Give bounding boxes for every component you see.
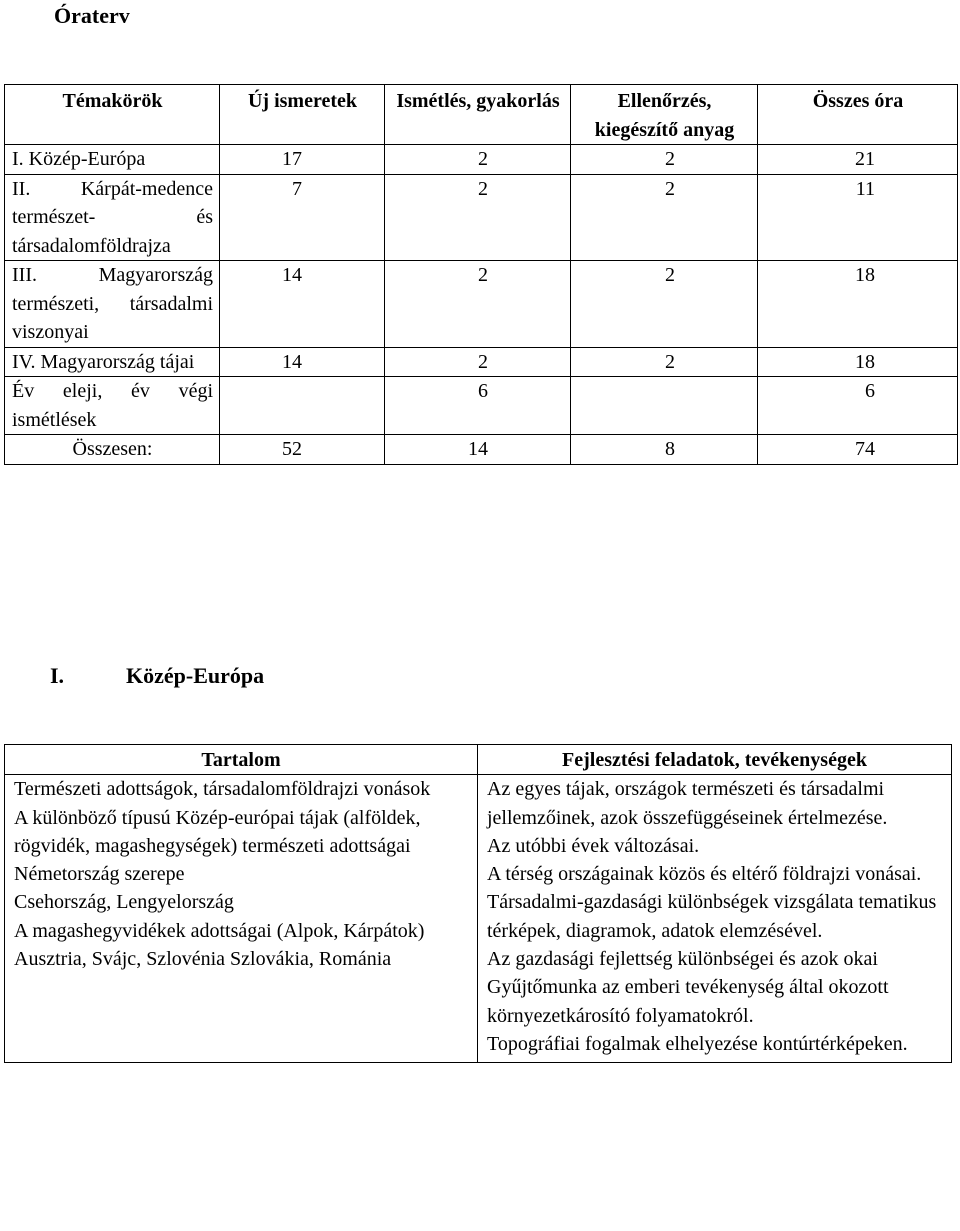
header-tasks: Fejlesztési feladatok, tevékenységek xyxy=(478,745,952,775)
new-cell: 7 xyxy=(220,174,385,261)
content-item: Természeti adottságok, társadalomföldrajzi vonások xyxy=(14,778,431,801)
check-cell: 2 xyxy=(571,174,758,261)
new-cell xyxy=(220,377,385,435)
content-body-row xyxy=(5,775,952,1063)
table-row xyxy=(5,145,958,175)
new-cell: 14 xyxy=(220,261,385,348)
new-cell: 17 xyxy=(220,145,385,175)
header-total: Összes óra xyxy=(758,85,958,145)
content-table xyxy=(4,744,952,1063)
section-title: Közép-Európa xyxy=(126,663,265,688)
topic-cell: II. Kárpát-medence természet- és társadalomföldrajza xyxy=(5,174,220,261)
total-cell: 18 xyxy=(758,347,958,377)
header-practice: Ismétlés, gyakorlás xyxy=(385,85,571,145)
page-title: Óraterv xyxy=(54,3,130,28)
total-cell: 18 xyxy=(758,261,958,348)
content-cell xyxy=(5,775,478,1063)
topic-cell: III. Magyarország természeti, társadalmi viszonyai xyxy=(5,261,220,348)
practice-cell: 2 xyxy=(385,174,571,261)
table-row xyxy=(5,347,958,377)
section-number: I. xyxy=(50,663,65,688)
task-item: Az gazdasági fejlettség különbségei és azok okai xyxy=(487,948,878,971)
total-cell: 11 xyxy=(758,174,958,261)
content-item: A magashegyvidékek adottságai (Alpok, Kárpátok) xyxy=(14,919,425,942)
topic-cell: IV. Magyarország tájai xyxy=(5,347,220,377)
sum-label: Összesen: xyxy=(5,435,220,465)
total-cell: 6 xyxy=(758,377,958,435)
check-cell: 2 xyxy=(571,347,758,377)
topic-cell: Év eleji, év végi ismétlések xyxy=(5,377,220,435)
section-heading xyxy=(50,662,264,690)
tasks-cell xyxy=(478,775,952,1063)
content-item: A különböző típusú Közép-európai tájak (alföldek, rögvidék, magashegységek) természeti adottságai xyxy=(14,806,421,857)
hours-header-row xyxy=(5,85,958,145)
sum-practice: 14 xyxy=(385,435,571,465)
content-item: Csehország, Lengyelország xyxy=(14,891,234,914)
table-row xyxy=(5,174,958,261)
total-cell: 21 xyxy=(758,145,958,175)
sum-new: 52 xyxy=(220,435,385,465)
task-item: Az egyes tájak, országok természeti és társadalmi jellemzőinek, azok összefüggéseinek értelmezése. xyxy=(487,778,888,829)
practice-cell: 2 xyxy=(385,145,571,175)
practice-cell: 2 xyxy=(385,347,571,377)
check-cell: 2 xyxy=(571,145,758,175)
task-item: Gyűjtőmunka az emberi tevékenység által okozott környezetkárosító folyamatokról. xyxy=(487,976,889,1027)
content-header-row xyxy=(5,745,952,775)
table-row xyxy=(5,377,958,435)
task-item: A térség országainak közös és eltérő földrajzi vonásai. xyxy=(487,863,922,886)
header-new: Új ismeretek xyxy=(220,85,385,145)
check-cell: 2 xyxy=(571,261,758,348)
task-item: Az utóbbi évek változásai. xyxy=(487,834,700,857)
hours-table xyxy=(4,84,958,465)
header-topics: Témakörök xyxy=(5,85,220,145)
header-check: Ellenőrzés, kiegészítő anyag xyxy=(571,85,758,145)
task-item: Topográfiai fogalmak elhelyezése kontúrtérképeken. xyxy=(487,1032,908,1055)
check-cell xyxy=(571,377,758,435)
task-item: Társadalmi-gazdasági különbségek vizsgálata tematikus térképek, diagramok, adatok elemzésével. xyxy=(487,891,937,942)
table-row xyxy=(5,261,958,348)
new-cell: 14 xyxy=(220,347,385,377)
content-item: Ausztria, Svájc, Szlovénia Szlovákia, Románia xyxy=(14,948,392,971)
sum-total: 74 xyxy=(758,435,958,465)
practice-cell: 6 xyxy=(385,377,571,435)
practice-cell: 2 xyxy=(385,261,571,348)
content-item: Németország szerepe xyxy=(14,863,185,886)
sum-check: 8 xyxy=(571,435,758,465)
header-content: Tartalom xyxy=(5,745,478,775)
sum-row xyxy=(5,435,958,465)
topic-cell: I. Közép-Európa xyxy=(5,145,220,175)
